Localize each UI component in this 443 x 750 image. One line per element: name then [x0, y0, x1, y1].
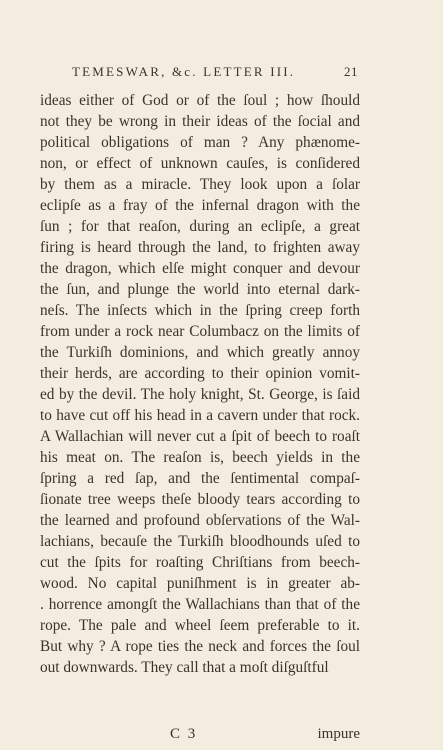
text-line: ed by the devil. The holy knight, St. George, is ſaid: [40, 386, 360, 403]
text-line: the ſun, and plunge the world into eternal dark-: [40, 281, 360, 298]
text-line: the Turkiſh dominions, and which greatly annoy: [40, 344, 360, 361]
text-line: political obligations of man ? Any phænome-: [40, 134, 360, 151]
text-line: A Wallachian will never cut a ſpit of beech to roaſt: [40, 428, 360, 445]
text-line: non, or effect of unknown cauſes, is conſidered: [40, 155, 360, 172]
text-line: the learned and profound obſervations of the Wal-: [40, 512, 360, 529]
text-line: wood. No capital puniſhment is in greater ab-: [40, 575, 360, 592]
text-line: rope. The pale and wheel ſeem preferable to it.: [40, 617, 360, 634]
text-line: the dragon, which elſe might conquer and devour: [40, 260, 360, 277]
text-line: ſun ; for that reaſon, during an eclipſe, a great: [40, 218, 360, 235]
text-line: firing is heard through the land, to frighten away: [40, 239, 360, 256]
signature-mark: C 3: [170, 726, 198, 742]
text-line: lachians, becauſe the Turkiſh bloodhounds uſed to: [40, 533, 360, 550]
text-line: ſpring a red ſap, and the ſentimental compaſ-: [40, 470, 360, 487]
running-title: TEMESWAR, &c. LETTER III.: [72, 64, 296, 79]
text-line: to have cut off his head in a cavern under that rock.: [40, 407, 360, 424]
text-line: out downwards. They call that a moſt diſguſtful: [40, 659, 329, 676]
text-line: cut the ſpits for roaſting Chriſtians from beech-: [40, 554, 360, 571]
text-line: their herds, are according to their opinion vomit-: [40, 365, 360, 382]
catchword: impure: [317, 726, 360, 742]
page-footer: [40, 726, 360, 748]
body-text: [40, 90, 360, 678]
text-line: his meat on. The reaſon is, beech yields in the: [40, 449, 360, 466]
text-line: ſionate tree weeps theſe bloody tears according to: [40, 491, 360, 508]
text-line: by them as a miracle. They look upon a ſolar: [40, 176, 360, 193]
text-line: neſs. The inſects which in the ſpring creep forth: [40, 302, 360, 319]
text-line: eclipſe as a fray of the infernal dragon with the: [40, 197, 360, 214]
text-line: But why ? A rope ties the neck and forces the ſoul: [40, 638, 360, 655]
text-line: not they be wrong in their ideas of the ſocial and: [40, 113, 360, 130]
text-line: ideas either of God or of the ſoul ; how ſhould: [40, 92, 360, 109]
text-line: . horrence amongſt the Wallachians than that of the: [40, 596, 360, 613]
running-header: [72, 64, 358, 84]
page-number: 21: [344, 64, 358, 79]
text-line: from under a rock near Columbacz on the limits of: [40, 323, 360, 340]
